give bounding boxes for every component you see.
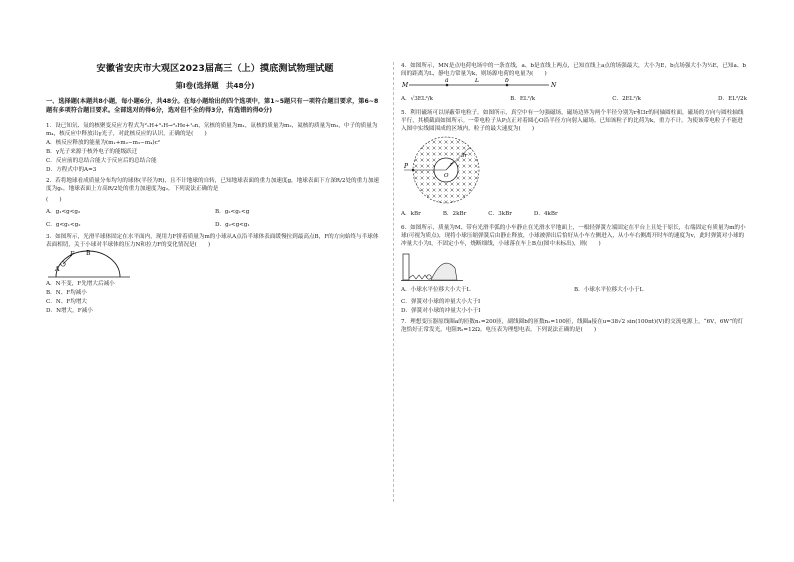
question-2-option-b: B．g₂<g₁<g (215, 209, 250, 215)
point-b-label: B (86, 250, 91, 257)
question-5-option-a: A．kBr (401, 211, 421, 217)
volume-heading: 第Ⅰ卷(选择题 共48分) (175, 81, 255, 90)
question-6-option-d: D．弹簧对小球的冲量大小小于I (401, 308, 481, 314)
line-mn-figure (401, 78, 561, 92)
question-4-option-d: D．EL²/2k (718, 96, 747, 102)
page-title: 安徽省安庆市大观区2023届高三（上）摸底测试物理试题 (96, 63, 334, 74)
question-2-answer-paren: ( ) (46, 197, 62, 203)
question-1-stem: 1．设已知氘、氚的核聚变反应方程式为²₁H+³₁H→⁴₂He+¹₀n，氘核的质量为m₁，氚核的质量为m₂，氦核的质量为m₃，中子的质量为m₄，核反应中释放出γ光子，对此核反应的认识，正确的是( ) (46, 123, 378, 137)
distance-l-label: L (475, 78, 479, 84)
section-instructions: 一、选择题(本题共8小题，每小题6分，共48分。在每小题给出的四个选项中，第1~5题只有一项符合题目要求，第6~8题有多项符合题目要求。全部选对的得6分，选对但不全的得3分，有选错的得0分) (46, 98, 379, 114)
radius-3r-label: 3r (461, 153, 468, 159)
column-divider (393, 62, 394, 502)
question-6-stem: 6．如图所示，质量为M、带有光滑半弧的小车静止在光滑水平地面上，一根轻弹簧左端固定在平台上且处于原长，右端固定有质量为m的小球(可视为质点)，现将小球压缩弹簧后由静止释放，小球被弹出后恰好从小车左侧进入，从小车右侧离开时车的速度为v，此时弹簧对小球的冲量大小为I，不固定小车，烧断细线，小球落在车上B点(图中未标出)，则( ) (401, 225, 746, 247)
cart-spring-figure (401, 248, 463, 282)
question-2-stem: 2．若将地球看成质量分布均匀的球体(半径为R)，且不计地球的自转，已知地球表面的重力加速度g，地球表面下方深R/2处的重力加速度为g₁，地球表面上方高R/2处的重力加速度为g₂，下列说法正确的是 (46, 178, 380, 192)
magnetic-field-figure (401, 133, 491, 207)
point-a-label: A (55, 266, 60, 273)
question-6-option-c: C．弹簧对小球的冲量大小大于I (401, 299, 481, 305)
hemisphere-figure (46, 249, 132, 279)
left-column (46, 62, 384, 318)
question-1-option-d: D．方程式中的A=3 (46, 167, 97, 173)
question-5-option-d: D．4kBr (533, 211, 558, 217)
right-column (401, 62, 747, 337)
question-4-option-b: B．EL²/k (510, 96, 536, 102)
question-4-stem: 4．如图所示，MN是点电荷电场中的一条直线，a、b是直线上两点，已知直线上a点的场强最大，大小为E，b点场强大小为½E，已知a、b间的距离为L，静电力常量为k，则场源电荷的电量为( ) (401, 63, 746, 77)
point-p-label: P (404, 163, 409, 170)
question-3-option-b: B．N、F均减小 (46, 290, 87, 296)
question-2-option-c: C．g<g₁<g₂ (46, 222, 81, 228)
radius-r-label: r (450, 162, 453, 168)
point-m-label: M (402, 82, 409, 89)
question-3-option-a: A．N不变，F先增大后减小 (46, 281, 115, 287)
point-a-label: a (445, 78, 449, 84)
question-2-option-d: D．g₂<g<g₁ (215, 222, 250, 228)
question-6 (401, 224, 747, 315)
question-1-option-a: A．核反应释放的能量为(m₁+m₂−m₃−m₄)c² (46, 140, 160, 146)
point-n-label: N (551, 82, 557, 89)
question-3-stem: 3．如图所示，光滑半球体固定在水平面内，现用力F拼着质量为m的小球从A点沿半球体表面缓慢拉到最高点B，F的方向始终与半球体表面相切，关于小球对半球体的压力N和拉力F的变化情况是( ) (46, 234, 379, 248)
question-1-option-b: B．γ光子来源于核外电子的能级跃迁 (46, 149, 138, 155)
question-5-stem: 5．利用磁场可以屏蔽带电粒子。如图所示，真空中有一匀强磁场，磁场边界为两个半径分别为r和3r的同轴圆柱面，磁场的方向与圆柱轴线平行，其横截面如图所示。一带电粒子从P点正对着圆心O沿半径方向射入磁场。已知该粒子的比荷为k，重力不计。为使该带电粒子不能进入图中实线圆围成的区域内，粒子的最大速度为( ) (401, 110, 744, 132)
question-1 (46, 122, 384, 174)
question-7-stem: 7．理想变压器原线圈a的匝数n₁=200匝，副线圈b的匝数n₂=100匝，线圈a接在u=38√2 sin(100πt)(V)的交流电源上，“6V，6W”的灯泡恰好正常发光，电阻R₂=12Ω。电压表为理想电表。下列说法正确的是( ) (401, 319, 744, 333)
question-5 (401, 109, 747, 218)
question-5-option-c: C．3kBr (488, 211, 512, 217)
question-6-option-b: B．小球水平位移大小小于L (574, 287, 644, 293)
question-3 (46, 233, 384, 315)
force-label: F (70, 251, 75, 258)
question-1-option-c: C．反应前的总结合能大于反应后的总结合能 (46, 158, 157, 164)
question-6-option-a: A．小球水平位移大小大于L (401, 287, 471, 293)
question-2-option-a: A．g₁<g<g₂ (46, 209, 81, 215)
question-5-option-b: B．2kBr (442, 211, 467, 217)
question-4 (401, 62, 747, 103)
question-3-option-d: D．N增大，F减小 (46, 308, 93, 314)
point-b-label: b (505, 78, 509, 84)
question-2 (46, 177, 384, 230)
question-4-option-a: A．√3EL²/k (401, 96, 434, 102)
center-o-label: O (444, 173, 449, 179)
question-3-option-c: C．N、F均增大 (46, 299, 88, 305)
question-4-option-c: C．2EL²/k (612, 96, 641, 102)
question-7 (401, 318, 747, 334)
